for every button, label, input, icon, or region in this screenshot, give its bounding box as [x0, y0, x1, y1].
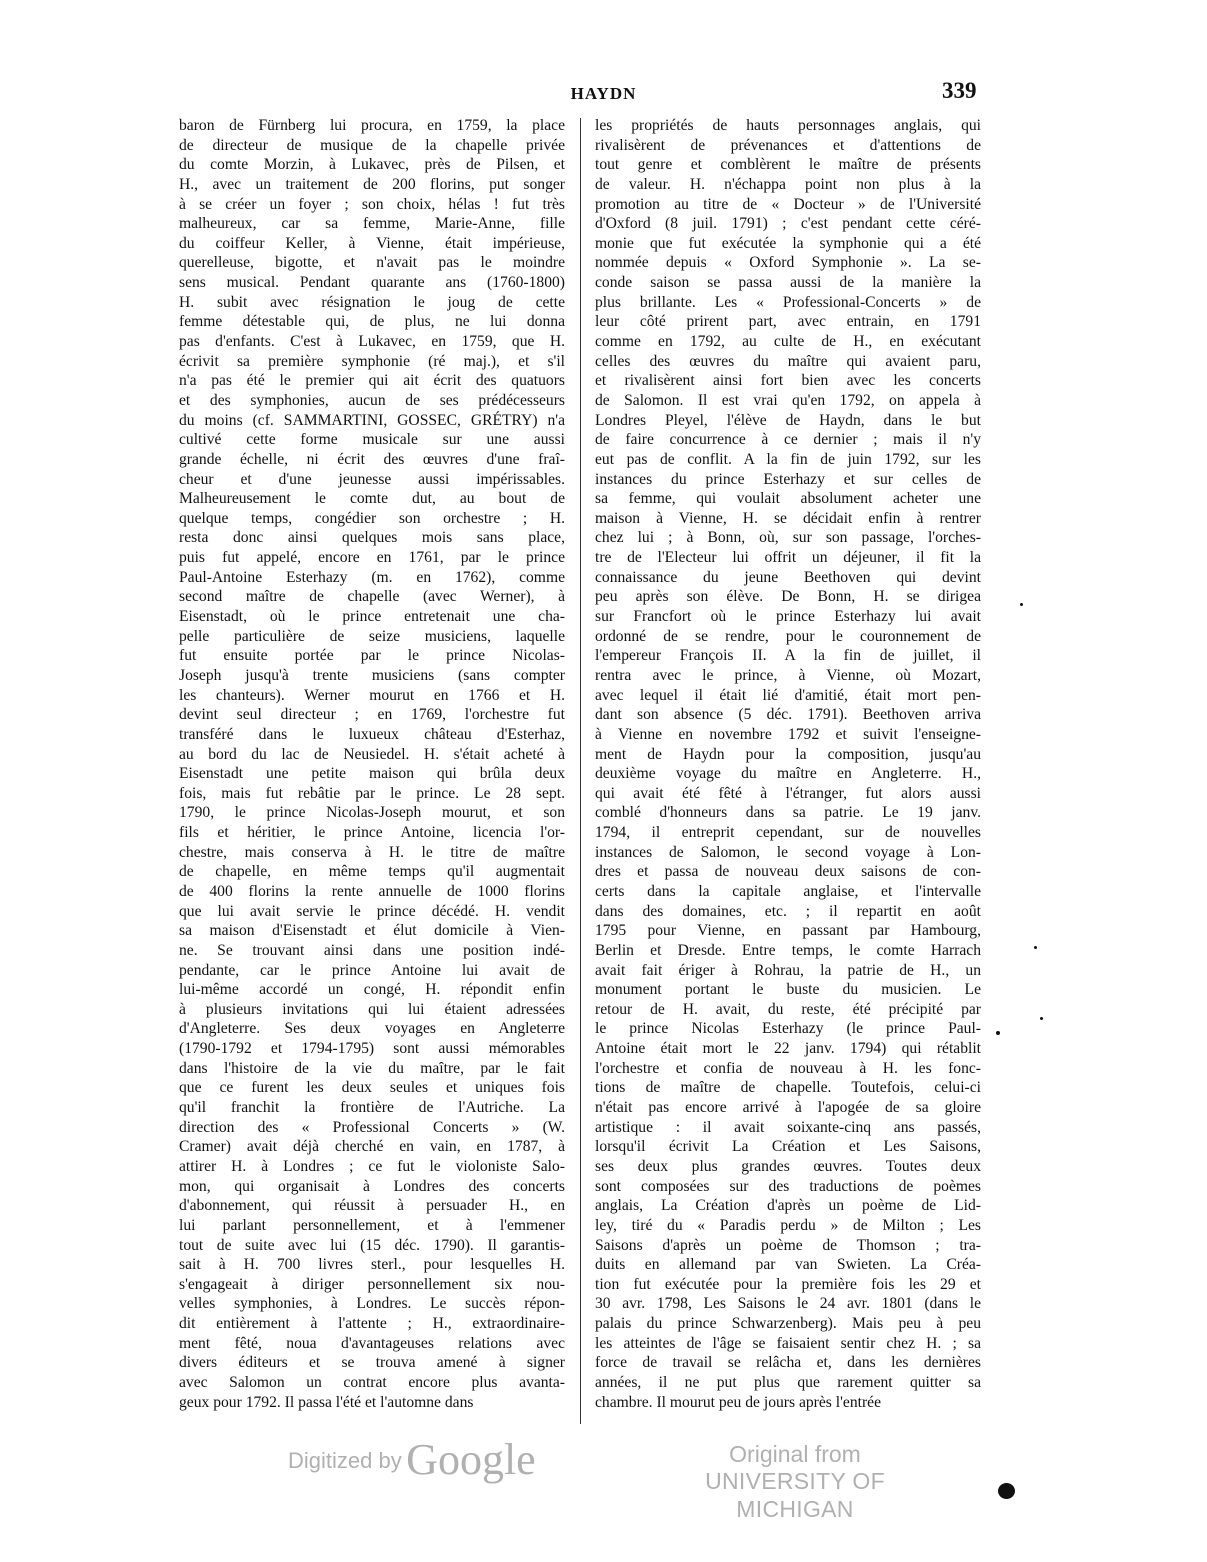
text-line: promotion au titre de « Docteur » de l'Université	[595, 195, 981, 213]
text-line: au bord du lac de Neusiedel. H. s'était acheté à	[179, 745, 565, 763]
text-line: Malheureusement le comte dut, au bout de	[179, 490, 565, 508]
text-line: baron de Fürnberg lui procura, en 1759, la place	[179, 117, 565, 134]
text-line: H., avec un traitement de 200 florins, put songer	[179, 175, 565, 193]
digitized-by-google-watermark	[288, 1434, 536, 1485]
text-line: et des symphonies, aucun de ses prédécesseurs	[179, 391, 565, 409]
text-line: comblé d'honneurs dans sa patrie. Le 19 janv.	[595, 804, 981, 822]
text-line: lui-même accordé un congé, H. répondit enfin	[179, 981, 565, 999]
page-number: 339	[942, 78, 977, 103]
text-line: divers éditeurs et se trouva amené à signer	[179, 1354, 565, 1372]
text-line: rentra avec le prince, à Vienne, où Mozart,	[595, 666, 981, 684]
text-line: tout de suite avec lui (15 déc. 1790). Il garantis-	[179, 1236, 565, 1254]
text-line: ment fêté, noua d'avantageuses relations avec	[179, 1334, 565, 1352]
text-line: de chapelle, en même temps qu'il augmentait	[179, 863, 565, 881]
text-line: ordonné de se rendre, pour le couronnement de	[595, 627, 981, 645]
text-line: d'abonnement, qui réussit à persuader H., en	[179, 1197, 565, 1215]
text-line: avec lequel il était lié d'amitié, était mort pen-	[595, 686, 981, 704]
text-line: sait à H. 700 livres sterl., pour lesquelles H.	[179, 1256, 565, 1274]
text-line: ne. Se trouvant ainsi dans une position indé-	[179, 941, 565, 959]
text-line: avait fait ériger à Rohrau, la patrie de H., un	[595, 961, 981, 979]
text-line: l'empereur François II. A la fin de juillet, il	[595, 647, 981, 665]
text-line: Berlin et Dresde. Entre temps, le comte Harrach	[595, 941, 981, 959]
text-line: peu après son élève. De Bonn, H. se dirigea	[595, 588, 981, 606]
scan-speck	[1034, 946, 1037, 949]
text-line: Londres Pleyel, l'élève de Haydn, dans le but	[595, 411, 981, 429]
text-line: le prince Nicolas Esterhazy (le prince Paul-	[595, 1020, 981, 1038]
text-line: grande échelle, ni écrit des œuvres d'une fraî-	[179, 450, 565, 468]
text-line: ley, tiré du « Paradis perdu » de Milton ; Les	[595, 1216, 981, 1234]
university-label: UNIVERSITY OF MICHIGAN	[705, 1468, 885, 1522]
text-line: que lui avait servie le prince décédé. H. vendit	[179, 902, 565, 920]
text-line: direction des « Professional Concerts » (W.	[179, 1118, 565, 1136]
text-line: du moins (cf. SAMMARTINI, GOSSEC, GRÉTRY) n'a	[179, 411, 565, 429]
text-line: de valeur. H. n'échappa point non plus à la	[595, 175, 981, 193]
text-line: s'engageait à diriger personnellement six nou-	[179, 1275, 565, 1293]
original-from-label: Original from	[729, 1441, 861, 1467]
text-line: sont composées sur des traductions de poèmes	[595, 1177, 981, 1195]
text-line: duits en allemand par van Swieten. La Créa-	[595, 1256, 981, 1274]
text-line: leur côté prirent part, avec entrain, en 1791	[595, 313, 981, 331]
google-logo: Google	[406, 1435, 536, 1484]
text-line: du coiffeur Keller, à Vienne, était impérieuse,	[179, 234, 565, 252]
text-line: sur Francfort où le prince Esterhazy lui avait	[595, 608, 981, 626]
text-line: comme en 1792, au culte de H., en exécutant	[595, 333, 981, 351]
text-line: fois, mais fut rebâtie par le prince. Le 28 sept.	[179, 784, 565, 802]
text-line: qu'il franchit la frontière de l'Autriche. La	[179, 1099, 565, 1117]
text-line: l'orchestre et confia de nouveau à H. les fonc-	[595, 1059, 981, 1077]
text-line: pas d'enfants. C'est à Lukavec, en 1759, que H.	[179, 333, 565, 351]
text-line: tre de l'Electeur lui offrit un déjeuner, il fit la	[595, 549, 981, 567]
text-line: conde saison se passa aussi de la manière la	[595, 274, 981, 292]
text-line: Antoine était mort le 22 janv. 1794) qui rétablit	[595, 1040, 981, 1058]
text-line: de Salomon. Il est vrai qu'en 1792, on appela à	[595, 391, 981, 409]
scan-speck	[1020, 603, 1023, 606]
text-line: dant son absence (5 déc. 1791). Beethoven arriva	[595, 706, 981, 724]
text-line: tions de maître de chapelle. Toutefois, celui-ci	[595, 1079, 981, 1097]
text-line: d'Oxford (8 juil. 1791) ; c'est pendant cette céré-	[595, 215, 981, 233]
text-line: resta donc ainsi quelques mois sans place,	[179, 529, 565, 547]
text-line: rivalisèrent de prévenances et d'attentions de	[595, 136, 981, 154]
text-line: à Vienne en novembre 1792 et suivit l'enseigne-	[595, 725, 981, 743]
text-line: cheur et d'une jeunesse aussi impérissables.	[179, 470, 565, 488]
text-line: chez lui ; à Bonn, où, sur son passage, l'orches-	[595, 529, 981, 547]
text-line: fut ensuite portée par le prince Nicolas-	[179, 647, 565, 665]
text-line: sens musical. Pendant quarante ans (1760-1800)	[179, 274, 565, 292]
text-line: Joseph jusqu'à trente musiciens (sans compter	[179, 666, 565, 684]
text-line: fils et héritier, le prince Antoine, licencia l'or-	[179, 824, 565, 842]
text-line: devint seul directeur ; en 1769, l'orchestre fut	[179, 706, 565, 724]
text-line: chestre, mais conserva à H. le titre de maître	[179, 843, 565, 861]
text-line: femme détestable qui, de plus, ne lui donna	[179, 313, 565, 331]
text-line: nommée depuis « Oxford Symphonie ». La se-	[595, 254, 981, 272]
text-line: les propriétés de hauts personnages anglais, qui	[595, 117, 981, 134]
text-line: 1794, il entreprit cependant, sur de nouvelles	[595, 824, 981, 842]
text-line: de 400 florins la rente annuelle de 1000 florins	[179, 882, 565, 900]
text-line: 1795 pour Vienne, en passant par Hambourg,	[595, 922, 981, 940]
text-line: instances du prince Esterhazy et sur celles de	[595, 470, 981, 488]
left-text-column	[179, 116, 565, 1412]
text-line: de directeur de musique de la chapelle privée	[179, 136, 565, 154]
text-line: malheureux, car sa femme, Marie-Anne, fille	[179, 215, 565, 233]
text-line: ses deux plus grandes œuvres. Toutes deux	[595, 1157, 981, 1175]
text-line: transféré dans le luxueux château d'Esterhaz,	[179, 725, 565, 743]
text-line: et rivalisèrent ainsi fort bien avec les concerts	[595, 372, 981, 390]
text-line: instances de Salomon, le second voyage à Lon-	[595, 843, 981, 861]
text-line: Cramer) avait déjà cherché en vain, en 1787, à	[179, 1138, 565, 1156]
text-line: lui parlant personnellement, et à l'emmener	[179, 1216, 565, 1234]
text-line: palais du prince Schwarzenberg). Mais peu à peu	[595, 1315, 981, 1333]
text-line: années, il ne put plus que rarement quitter sa	[595, 1374, 981, 1391]
text-line: retour de H. avait, du reste, été précipité par	[595, 1000, 981, 1018]
text-line: geux pour 1792. Il passa l'été et l'automne dans	[179, 1393, 474, 1411]
text-line: Saisons d'après un poème de Thomson ; tra-	[595, 1236, 981, 1254]
text-line: les atteintes de l'âge se faisaient sentir chez H. ; sa	[595, 1334, 981, 1352]
text-line: qui avait été fêté à l'étranger, fut alors aussi	[595, 784, 981, 802]
text-line: sa femme, qui voulait absolument acheter une	[595, 490, 981, 508]
text-line: connaissance du jeune Beethoven qui devint	[595, 568, 981, 586]
original-from-watermark	[665, 1441, 925, 1523]
text-line: les chanteurs). Werner mourut en 1766 et H.	[179, 686, 565, 704]
scan-speck	[1040, 1017, 1043, 1020]
text-line: que ce furent les deux seules et uniques fois	[179, 1079, 565, 1097]
text-line: second maître de chapelle (avec Werner), à	[179, 588, 565, 606]
text-line: dans des domaines, etc. ; il repartit en août	[595, 902, 981, 920]
text-line: de faire concurrence à ce dernier ; mais il n'y	[595, 431, 981, 449]
text-line: ment de Haydn pour la composition, jusqu'au	[595, 745, 981, 763]
text-line: mon, qui organisait à Londres des concerts	[179, 1177, 565, 1195]
text-line: Eisenstadt, où le prince entretenait une cha-	[179, 608, 565, 626]
text-line: pendante, car le prince Antoine lui avait de	[179, 961, 565, 979]
text-line: Paul-Antoine Esterhazy (m. en 1762), comme	[179, 568, 565, 586]
right-text-column	[595, 116, 981, 1412]
text-line: n'a pas été le premier qui ait écrit des quatuors	[179, 372, 565, 390]
text-line: querelleuse, bigotte, et n'avait pas le moindre	[179, 254, 565, 272]
text-line: velles symphonies, à Londres. Le succès répon-	[179, 1295, 565, 1313]
text-line: (1790-1792 et 1794-1795) sont aussi mémorables	[179, 1040, 565, 1058]
text-line: artistique : il avait soixante-cinq ans passés,	[595, 1118, 981, 1136]
text-line: n'était pas encore arrivé à l'apogée de sa gloire	[595, 1099, 981, 1117]
text-line: eut pas de conflit. A la fin de juin 1792, sur les	[595, 450, 981, 468]
text-line: à se créer un foyer ; son choix, hélas ! fut très	[179, 195, 565, 213]
digitized-by-label: Digitized by	[288, 1448, 402, 1473]
text-line: 1790, le prince Nicolas-Joseph mourut, et son	[179, 804, 565, 822]
text-line: maison à Vienne, H. se décidait enfin à rentrer	[595, 509, 981, 527]
text-line: dres et passa de nouveau deux saisons de con-	[595, 863, 981, 881]
column-divider	[580, 118, 581, 1424]
text-line: monie que fut exécutée la symphonie qui a été	[595, 234, 981, 252]
text-line: à plusieurs invitations qui lui étaient adressées	[179, 1000, 565, 1018]
text-line: Eisenstadt une petite maison qui brûla deux	[179, 765, 565, 783]
text-line: tout genre et comblèrent le maître de présents	[595, 156, 981, 174]
text-line: dit entièrement à l'attente ; H., extraordinaire-	[179, 1315, 565, 1333]
text-line: celles des œuvres du maître qui avaient paru,	[595, 352, 981, 370]
text-line: certs dans la capitale anglaise, et l'intervalle	[595, 882, 981, 900]
text-line: puis fut appelé, encore en 1761, par le prince	[179, 549, 565, 567]
text-line: tion fut exécutée pour la première fois les 29 et	[595, 1275, 981, 1293]
text-line: force de travail se relâcha et, dans les dernières	[595, 1354, 981, 1372]
text-line: anglais, La Création d'après un poème de Lid-	[595, 1197, 981, 1215]
text-line: lorsqu'il écrivit La Création et Les Saisons,	[595, 1138, 981, 1156]
text-line: du comte Morzin, à Lukavec, près de Pilsen, et	[179, 156, 565, 174]
text-line: attirer H. à Londres ; ce fut le violoniste Salo-	[179, 1157, 565, 1175]
text-line: plus brillante. Les « Professional-Concerts » de	[595, 293, 981, 311]
scan-speck	[996, 1031, 1000, 1035]
scan-blot	[998, 1483, 1015, 1499]
text-line: chambre. Il mourut peu de jours après l'entrée	[595, 1393, 881, 1411]
text-line: dans l'histoire de la vie du maître, par le fait	[179, 1059, 565, 1077]
text-line: sa maison d'Eisenstadt et élut domicile à Vien-	[179, 922, 565, 940]
text-line: écrivit sa première symphonie (ré maj.), et s'il	[179, 352, 565, 370]
text-line: avec Salomon un contrat encore plus avanta-	[179, 1374, 565, 1391]
text-line: d'Angleterre. Ses deux voyages en Angleterre	[179, 1020, 565, 1038]
text-line: deuxième voyage du maître en Angleterre. H.,	[595, 765, 981, 783]
text-line: 30 avr. 1798, Les Saisons le 24 avr. 1801 (dans le	[595, 1295, 981, 1313]
running-header: HAYDN	[570, 84, 637, 103]
text-line: monument portant le buste du musicien. Le	[595, 981, 981, 999]
text-line: cultivé cette forme musicale sur une aussi	[179, 431, 565, 449]
text-line: H. subit avec résignation le joug de cette	[179, 293, 565, 311]
text-line: pelle particulière de seize musiciens, laquelle	[179, 627, 565, 645]
text-line: quelque temps, congédier son orchestre ; H.	[179, 509, 565, 527]
